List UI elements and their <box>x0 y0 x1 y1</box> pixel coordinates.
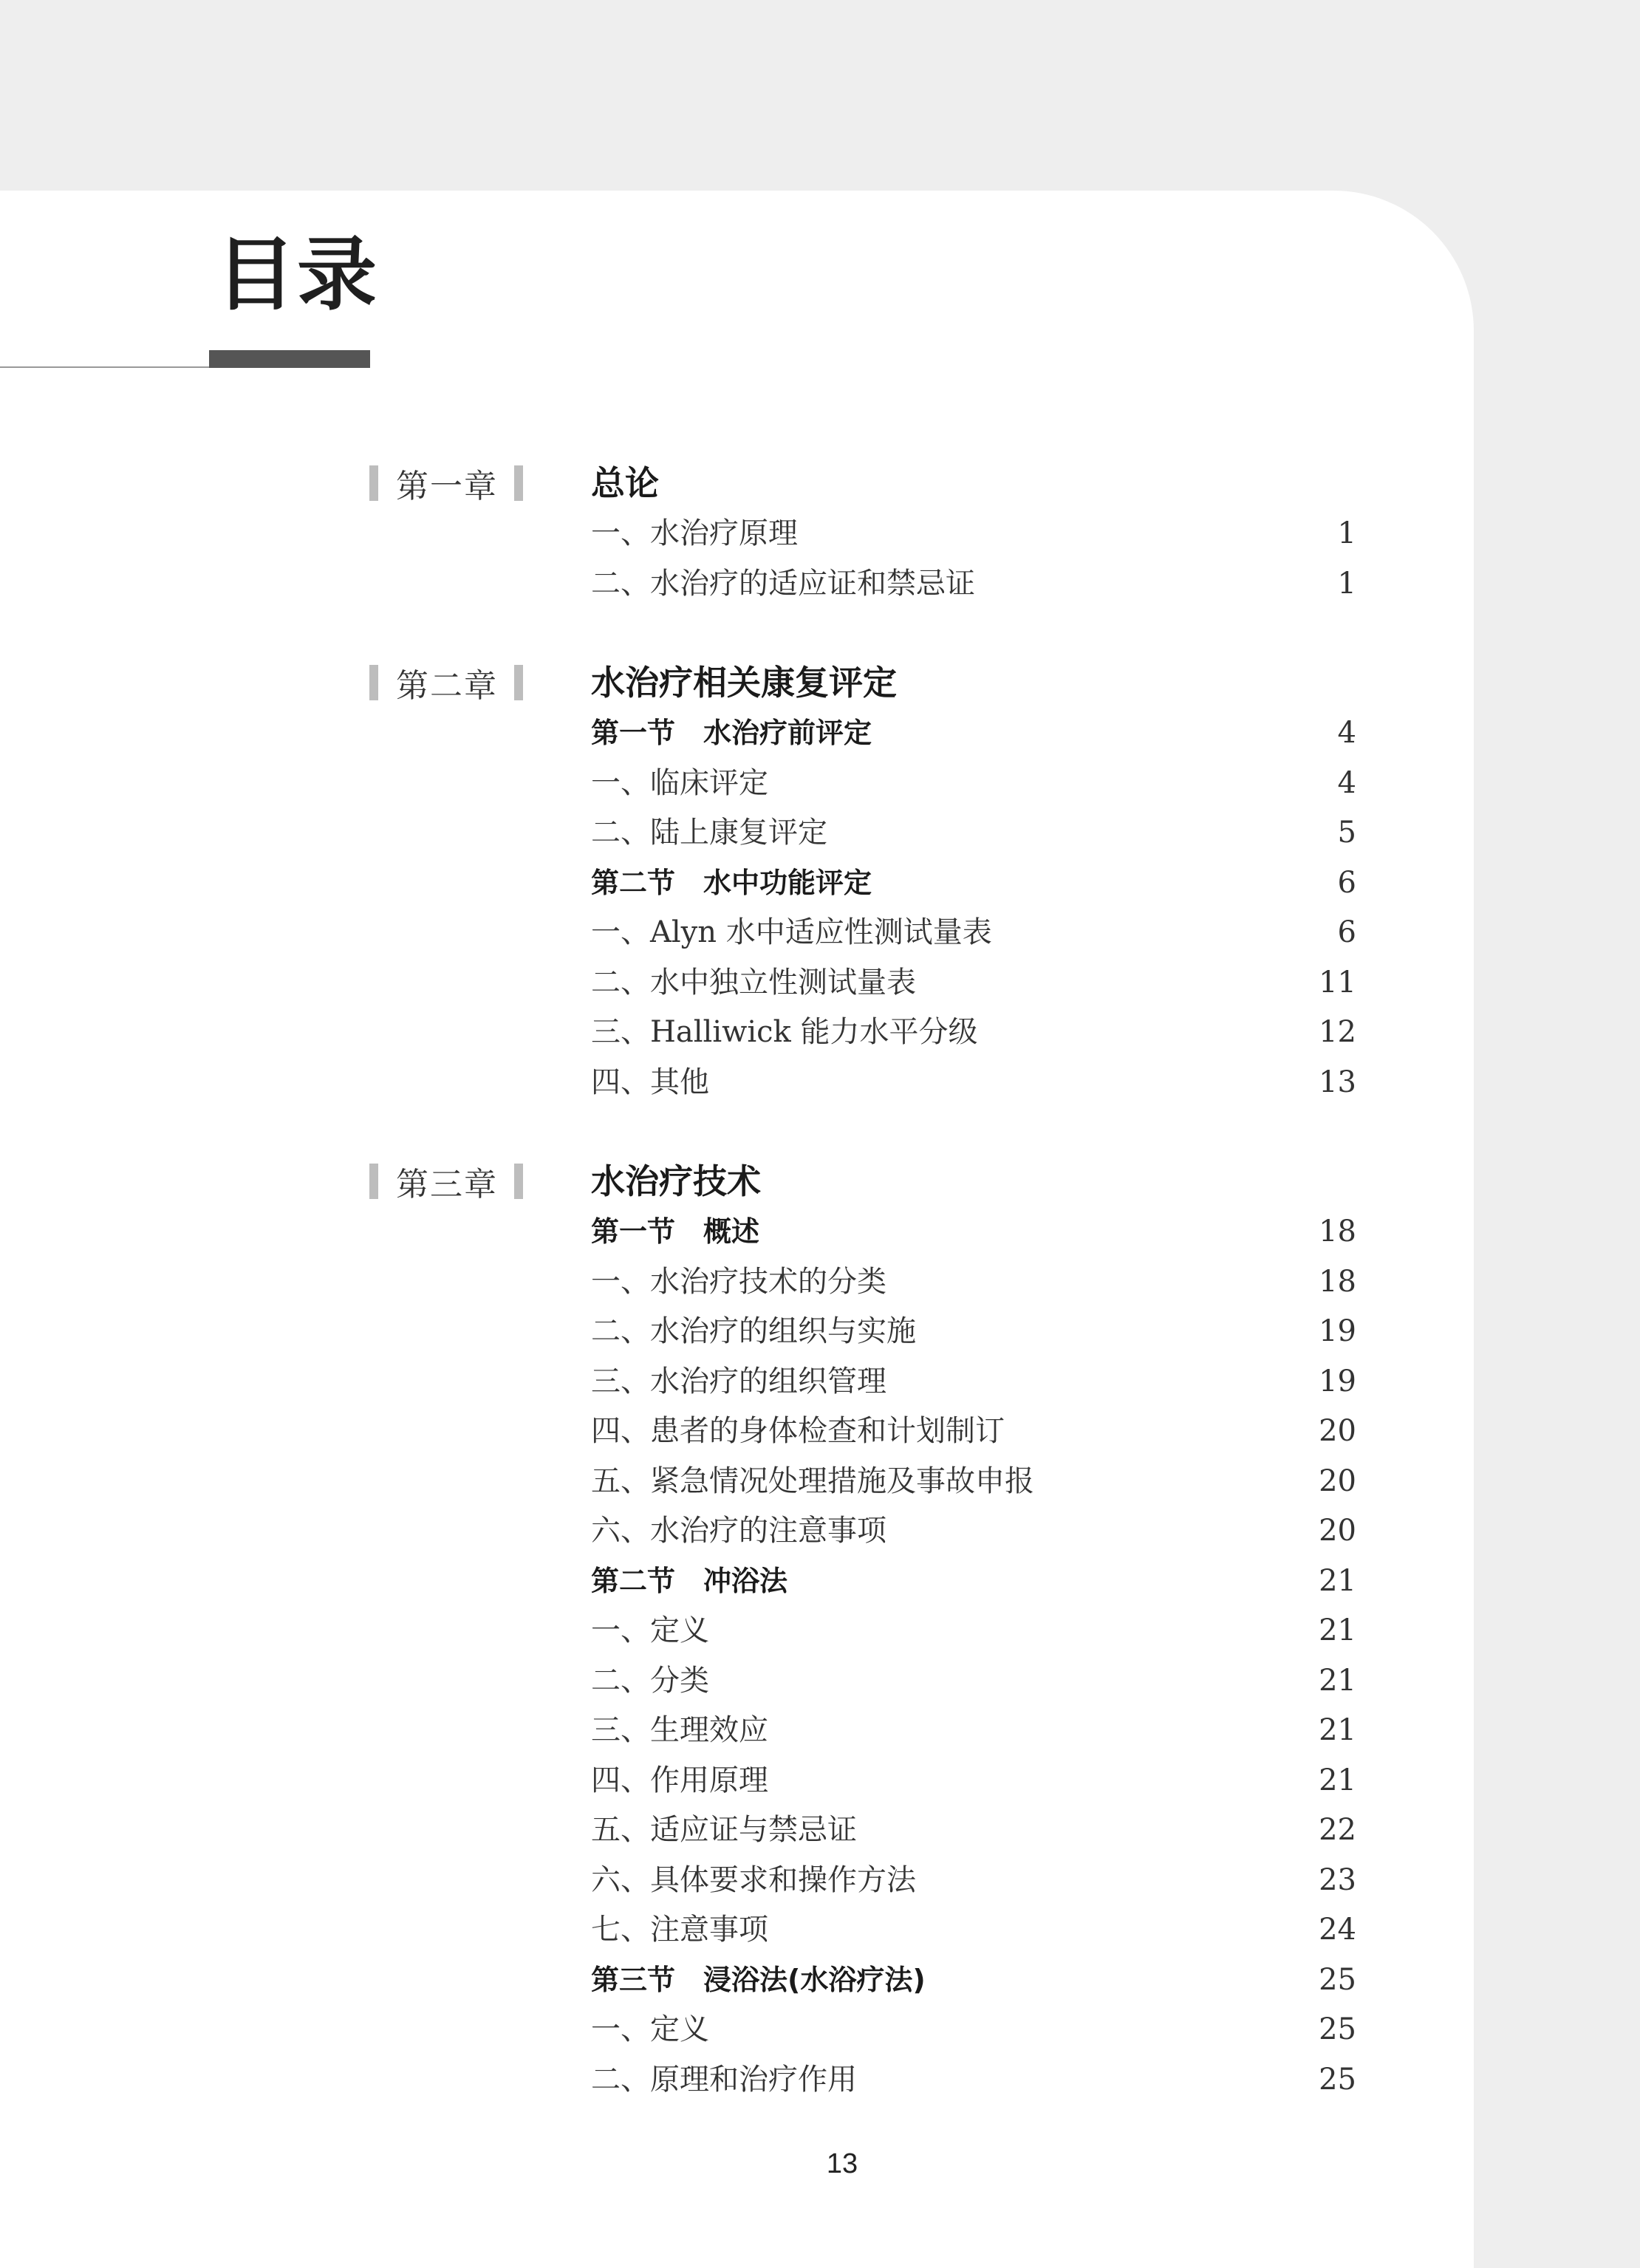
toc-page-number: 19 <box>1319 1364 1356 1398</box>
toc-entry-title: 二、水治疗的组织与实施 <box>591 1314 916 1348</box>
toc-page-number: 11 <box>1319 965 1356 1000</box>
chapter-number: 第二章 <box>396 667 498 705</box>
toc-entry-row[interactable] <box>591 1409 1356 1453</box>
toc-entry-title: 二、原理和治疗作用 <box>591 2062 857 2097</box>
toc-page-number: 25 <box>1319 2012 1356 2046</box>
toc-entry-title: 二、分类 <box>591 1663 709 1698</box>
chapter-label <box>369 1161 523 1202</box>
toc-entry-title: 一、Alyn 水中适应性测试量表 <box>591 915 992 949</box>
toc-entry-title: 五、紧急情况处理措施及事故申报 <box>591 1463 1034 1498</box>
toc-page-number: 20 <box>1319 1463 1356 1498</box>
toc-entry-title: 第一节 概述 <box>591 1215 760 1248</box>
chapter-title: 总论 <box>591 463 659 503</box>
toc-entry-title: 三、水治疗的组织管理 <box>591 1364 886 1398</box>
toc-page-number: 23 <box>1319 1862 1356 1897</box>
toc-entry-row[interactable] <box>591 1708 1356 1752</box>
toc-page-number: 21 <box>1319 1663 1356 1698</box>
toc-page-number: 25 <box>1319 1962 1356 1997</box>
toc-entry-title: 四、作用原理 <box>591 1763 768 1797</box>
toc-section-row[interactable] <box>591 711 1356 755</box>
chapter-label <box>369 462 523 504</box>
toc-entry-row[interactable] <box>591 511 1356 556</box>
toc-entry-row[interactable] <box>591 1509 1356 1553</box>
toc-section-row[interactable] <box>591 861 1356 905</box>
toc-page-number: 1 <box>1337 516 1356 550</box>
toc-page-number: 21 <box>1319 1713 1356 1747</box>
toc-entry-row[interactable] <box>591 1858 1356 1902</box>
title-underline-bar <box>209 350 370 368</box>
chapter-number: 第三章 <box>396 1166 498 1203</box>
toc-page-number: 21 <box>1319 1613 1356 1647</box>
toc-page-number: 6 <box>1337 915 1356 949</box>
toc-entry-row[interactable] <box>591 761 1356 805</box>
toc-section-row[interactable] <box>591 1559 1356 1603</box>
toc-entry-row[interactable] <box>591 561 1356 606</box>
toc-entry-row[interactable] <box>591 1010 1356 1054</box>
toc-entry-title: 一、定义 <box>591 1613 709 1647</box>
toc-entry-title: 四、其他 <box>591 1065 709 1099</box>
toc-entry-title: 一、临床评定 <box>591 765 768 800</box>
toc-entry-title: 一、水治疗技术的分类 <box>591 1264 886 1299</box>
toc-entry-title: 第二节 冲浴法 <box>591 1564 788 1597</box>
chapter-title: 水治疗技术 <box>591 1161 761 1201</box>
chapter-title: 水治疗相关康复评定 <box>591 663 897 703</box>
toc-entry-row[interactable] <box>591 1659 1356 1703</box>
page-number: 13 <box>826 2148 858 2179</box>
toc-page-number: 20 <box>1319 1514 1356 1548</box>
toc-entry-row[interactable] <box>591 1608 1356 1653</box>
chapter-marker-right <box>514 665 523 700</box>
toc-entry-row[interactable] <box>591 1060 1356 1104</box>
toc-entry-title: 一、水治疗原理 <box>591 516 798 550</box>
toc-entry-row[interactable] <box>591 960 1356 1005</box>
toc-entry-title: 二、水中独立性测试量表 <box>591 965 916 1000</box>
chapter-marker-right <box>514 1164 523 1199</box>
toc-entry-title: 一、定义 <box>591 2012 709 2046</box>
toc-page-number: 18 <box>1319 1215 1356 1249</box>
toc-entry-row[interactable] <box>591 1907 1356 1952</box>
toc-page-number: 20 <box>1319 1414 1356 1448</box>
page-title: 目录 <box>216 228 379 321</box>
toc-page-number: 24 <box>1319 1913 1356 1947</box>
chapter-label <box>369 662 523 703</box>
toc-section-row[interactable] <box>591 1958 1356 2002</box>
toc-page-number: 18 <box>1319 1264 1356 1299</box>
chapter-number: 第一章 <box>396 468 498 505</box>
toc-entry-row[interactable] <box>591 2057 1356 2102</box>
toc-entry-title: 二、水治疗的适应证和禁忌证 <box>591 566 975 601</box>
toc-page-number: 4 <box>1337 716 1356 750</box>
toc-entry-title: 四、患者的身体检查和计划制订 <box>591 1414 1005 1448</box>
toc-entry-title: 第三节 浸浴法(水浴疗法) <box>591 1963 926 1996</box>
toc-entry-title: 二、陆上康复评定 <box>591 816 827 850</box>
toc-section-row[interactable] <box>591 1209 1356 1254</box>
toc-page-number: 22 <box>1319 1813 1356 1847</box>
toc-page-number: 13 <box>1319 1065 1356 1099</box>
toc-entry-title: 六、水治疗的注意事项 <box>591 1514 886 1548</box>
toc-page-number: 1 <box>1337 566 1356 601</box>
toc-entry-row[interactable] <box>591 1808 1356 1852</box>
toc-entry-row[interactable] <box>591 1758 1356 1803</box>
toc-page-number: 21 <box>1319 1563 1356 1598</box>
toc-entry-row[interactable] <box>591 810 1356 855</box>
toc-entry-row[interactable] <box>591 1309 1356 1353</box>
toc-page-number: 19 <box>1319 1314 1356 1348</box>
toc-page-number: 21 <box>1319 1763 1356 1797</box>
toc-entry-title: 第一节 水治疗前评定 <box>591 717 872 749</box>
toc-entry-row[interactable] <box>591 1359 1356 1404</box>
toc-entry-title: 六、具体要求和操作方法 <box>591 1862 916 1897</box>
chapter-marker-right <box>514 465 523 501</box>
toc-entry-title: 第二节 水中功能评定 <box>591 866 872 899</box>
toc-entry-row[interactable] <box>591 2007 1356 2052</box>
toc-page-number: 6 <box>1337 865 1356 900</box>
toc-entry-title: 七、注意事项 <box>591 1913 768 1947</box>
toc-entry-row[interactable] <box>591 910 1356 954</box>
toc-page-number: 25 <box>1319 2062 1356 2097</box>
toc-entry-row[interactable] <box>591 1260 1356 1304</box>
chapter-marker-left <box>369 665 378 700</box>
chapter-marker-left <box>369 465 378 501</box>
toc-entry-title: 三、Halliwick 能力水平分级 <box>591 1015 978 1049</box>
toc-page-number: 4 <box>1337 765 1356 800</box>
toc-page-number: 5 <box>1337 816 1356 850</box>
chapter-marker-left <box>369 1164 378 1199</box>
toc-page-number: 12 <box>1319 1015 1356 1049</box>
toc-entry-title: 五、适应证与禁忌证 <box>591 1813 857 1847</box>
toc-entry-title: 三、生理效应 <box>591 1713 768 1747</box>
toc-entry-row[interactable] <box>591 1459 1356 1503</box>
